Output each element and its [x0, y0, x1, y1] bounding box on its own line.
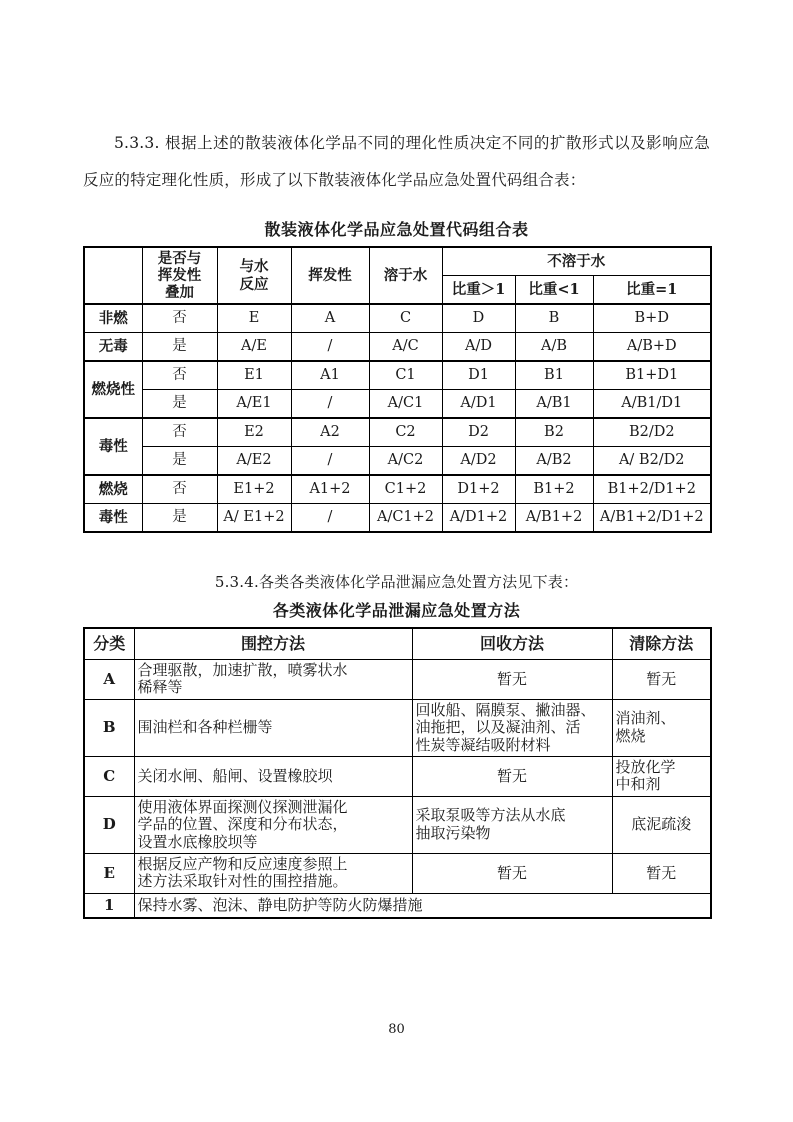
table1-cell-sg-lt1: B: [515, 304, 593, 333]
table2-header-recovery: 回收方法: [412, 628, 612, 660]
leak-response-methods-table: [83, 627, 712, 919]
page-number: 80: [388, 1022, 405, 1037]
table1-cell-sg-eq1: A/B+D: [593, 333, 711, 362]
table-row: [84, 361, 711, 390]
table2-header-category: 分类: [84, 628, 134, 660]
containment-line-3: 设置水底橡胶坝等: [137, 832, 258, 851]
table1-cell-react-water: E2: [217, 418, 291, 447]
table1-cell-stack: 是: [142, 333, 217, 362]
containment-line-2: 学品的位置、深度和分布状态，: [137, 815, 348, 834]
table-row: [84, 418, 711, 447]
table1-cell-sg-lt1: B1+2: [515, 475, 593, 504]
table2-cell-removal: [612, 756, 711, 796]
table2-cell-recovery: 暂无: [412, 756, 612, 796]
table1-cell-sg-gt1: D2: [442, 418, 515, 447]
table1-header-sg-lt1: 比重<1: [515, 276, 593, 305]
table1-caption: 散装液体化学品应急处置代码组合表: [264, 220, 529, 239]
table2-cell-category: C: [84, 756, 134, 796]
table1-cell-sg-eq1: A/B1+2/D1+2: [593, 504, 711, 533]
table2-cell-containment: 关闭水闸、船闸、设置橡胶坝: [134, 756, 412, 796]
table2-cell-removal: [612, 699, 711, 756]
stack-line-3: 叠加: [165, 284, 194, 302]
table1-cell-react-water: E1: [217, 361, 291, 390]
table-row: [84, 756, 711, 796]
table1-cell-soluble: C1+2: [369, 475, 442, 504]
table1-cell-sg-lt1: A/B: [515, 333, 593, 362]
table-row: [84, 893, 711, 918]
table1-header-sg-gt1: 比重＞1: [442, 276, 515, 305]
table1-cell-sg-eq1: B1+D1: [593, 361, 711, 390]
table2-header-removal: 清除方法: [612, 628, 711, 660]
table2-cell-full-width: 保持水雾、泡沫、静电防护等防火防爆措施: [134, 893, 711, 918]
table1-cell-sg-eq1: B1+2/D1+2: [593, 475, 711, 504]
recovery-line-2: 抽取污染物: [415, 823, 491, 842]
table2-header-containment: 围控方法: [134, 628, 412, 660]
containment-line-1: 合理驱散，加速扩散，喷雾状水: [137, 661, 348, 679]
table2-caption: 各类液体化学品泄漏应急处置方法: [272, 601, 521, 620]
table1-cell-soluble: A/C: [369, 333, 442, 362]
removal-line-2: 中和剂: [615, 775, 661, 794]
table-row: [84, 660, 711, 700]
table1-cell-sg-lt1: B2: [515, 418, 593, 447]
containment-line-2: 述方法采取针对性的围控措施。: [137, 872, 348, 891]
table1-cell-stack: 是: [142, 390, 217, 419]
table1-cell-sg-gt1: D1+2: [442, 475, 515, 504]
table1-header-soluble: 溶于水: [369, 247, 442, 304]
table1-header-blank: [84, 247, 142, 304]
table2-cell-category: B: [84, 699, 134, 756]
table1-cell-stack: 是: [142, 504, 217, 533]
table-row: [84, 504, 711, 533]
table1-group-label: 燃烧: [84, 475, 142, 504]
paragraph-5-3-4: 5.3.4.各类各类液体化学品泄漏应急处置方法见下表：: [214, 573, 579, 591]
table1-cell-sg-gt1: A/D: [442, 333, 515, 362]
table2-cell-category: E: [84, 853, 134, 893]
table1-header-react-water: [217, 247, 291, 304]
table2-header-row: [84, 628, 711, 660]
table2-cell-category: 1: [84, 893, 134, 918]
table1-header-stack: [142, 247, 217, 304]
table1-cell-sg-eq1: B2/D2: [593, 418, 711, 447]
table1-cell-sg-lt1: A/B1: [515, 390, 593, 419]
table2-cell-removal: 暂无: [612, 660, 711, 700]
table1-cell-stack: 否: [142, 361, 217, 390]
table1-header-insoluble: 不溶于水: [442, 247, 711, 276]
table-row: [84, 333, 711, 362]
table1-group-label: 毒性: [84, 418, 142, 475]
table1-cell-soluble: A/C2: [369, 447, 442, 476]
table2-cell-containment: [134, 853, 412, 893]
table1-cell-soluble: C1: [369, 361, 442, 390]
table2-cell-category: A: [84, 660, 134, 700]
table-row: [84, 447, 711, 476]
table1-cell-stack: 是: [142, 447, 217, 476]
recovery-line-3: 性炭等凝结吸附材料: [415, 735, 551, 754]
recovery-line-1: 采取泵吸等方法从水底: [415, 806, 566, 825]
table1-cell-volatility: /: [291, 504, 369, 533]
table2-cell-containment: 围油栏和各种栏栅等: [134, 699, 412, 756]
table2-cell-containment: [134, 796, 412, 853]
table-row: [84, 475, 711, 504]
removal-line-1: 消油剂、: [615, 709, 676, 728]
removal-line-1: 投放化学: [615, 757, 676, 776]
table1-cell-sg-gt1: D1: [442, 361, 515, 390]
table1-cell-volatility: /: [291, 390, 369, 419]
table2-cell-recovery: 暂无: [412, 660, 612, 700]
table1-group-label: 毒性: [84, 504, 142, 533]
table2-cell-recovery: [412, 796, 612, 853]
table1-cell-sg-lt1: A/B2: [515, 447, 593, 476]
paragraph-5-3-3: 5.3.3. 根据上述的散装液体化学品不同的理化性质决定不同的扩散形式以及影响应急反应的特定理化性质，形成了以下散装液体化学品应急处置代码组合表：: [83, 134, 710, 189]
table1-cell-react-water: E1+2: [217, 475, 291, 504]
table1-cell-soluble: A/C1+2: [369, 504, 442, 533]
table1-cell-sg-eq1: A/ B2/D2: [593, 447, 711, 476]
emergency-code-combination-table: [83, 246, 712, 533]
recovery-line-2: 油拖把，以及凝油剂、活: [415, 718, 581, 737]
table1-cell-soluble: A/C1: [369, 390, 442, 419]
table1-cell-volatility: /: [291, 333, 369, 362]
containment-line-2: 稀释等: [137, 678, 183, 697]
table1-group-label: 无毒: [84, 333, 142, 362]
table1-cell-sg-gt1: A/D2: [442, 447, 515, 476]
table1-cell-volatility: A1: [291, 361, 369, 390]
recovery-line-1: 回收船、隔膜泵、撇油器、: [415, 700, 596, 719]
table1-cell-stack: 否: [142, 418, 217, 447]
table1-cell-soluble: C: [369, 304, 442, 333]
table1-cell-react-water: A/ E1+2: [217, 504, 291, 533]
containment-line-1: 根据反应产物和反应速度参照上: [137, 854, 348, 873]
table1-header-sg-eq1: 比重=1: [593, 276, 711, 305]
table1-group-label: 燃烧性: [84, 361, 142, 418]
react-water-line-2: 反应: [239, 275, 269, 293]
table1-cell-volatility: A: [291, 304, 369, 333]
table1-cell-sg-lt1: B1: [515, 361, 593, 390]
table1-header-volatility: 挥发性: [291, 247, 369, 304]
table1-cell-volatility: A2: [291, 418, 369, 447]
table1-cell-volatility: A1+2: [291, 475, 369, 504]
table-row: [84, 304, 711, 333]
table-row: [84, 699, 711, 756]
table1-cell-react-water: A/E: [217, 333, 291, 362]
table2-cell-removal: 暂无: [612, 853, 711, 893]
table2-cell-containment: [134, 660, 412, 700]
table-row: [84, 853, 711, 893]
table1-cell-react-water: E: [217, 304, 291, 333]
table1-cell-sg-eq1: B+D: [593, 304, 711, 333]
stack-line-1: 是否与: [157, 249, 202, 267]
table2-cell-category: D: [84, 796, 134, 853]
table2-cell-removal: 底泥疏浚: [612, 796, 711, 853]
table1-cell-stack: 否: [142, 475, 217, 504]
table1-cell-stack: 否: [142, 304, 217, 333]
table1-cell-sg-lt1: A/B1+2: [515, 504, 593, 533]
table1-cell-sg-eq1: A/B1/D1: [593, 390, 711, 419]
table1-group-label: 非燃: [84, 304, 142, 333]
table2-cell-recovery: [412, 699, 612, 756]
table1-cell-sg-gt1: A/D1+2: [442, 504, 515, 533]
table1-header-row-1: [84, 247, 711, 276]
table2-cell-recovery: 暂无: [412, 853, 612, 893]
table1-cell-volatility: /: [291, 447, 369, 476]
table1-cell-react-water: A/E2: [217, 447, 291, 476]
containment-line-1: 使用液体界面探测仪探测泄漏化: [137, 797, 348, 816]
react-water-line-1: 与水: [239, 258, 269, 276]
stack-line-2: 挥发性: [157, 266, 202, 284]
removal-line-2: 燃烧: [615, 726, 646, 745]
table1-cell-soluble: C2: [369, 418, 442, 447]
table1-cell-sg-gt1: A/D1: [442, 390, 515, 419]
table1-cell-react-water: A/E1: [217, 390, 291, 419]
table-row: [84, 390, 711, 419]
table1-cell-sg-gt1: D: [442, 304, 515, 333]
table-row: [84, 796, 711, 853]
